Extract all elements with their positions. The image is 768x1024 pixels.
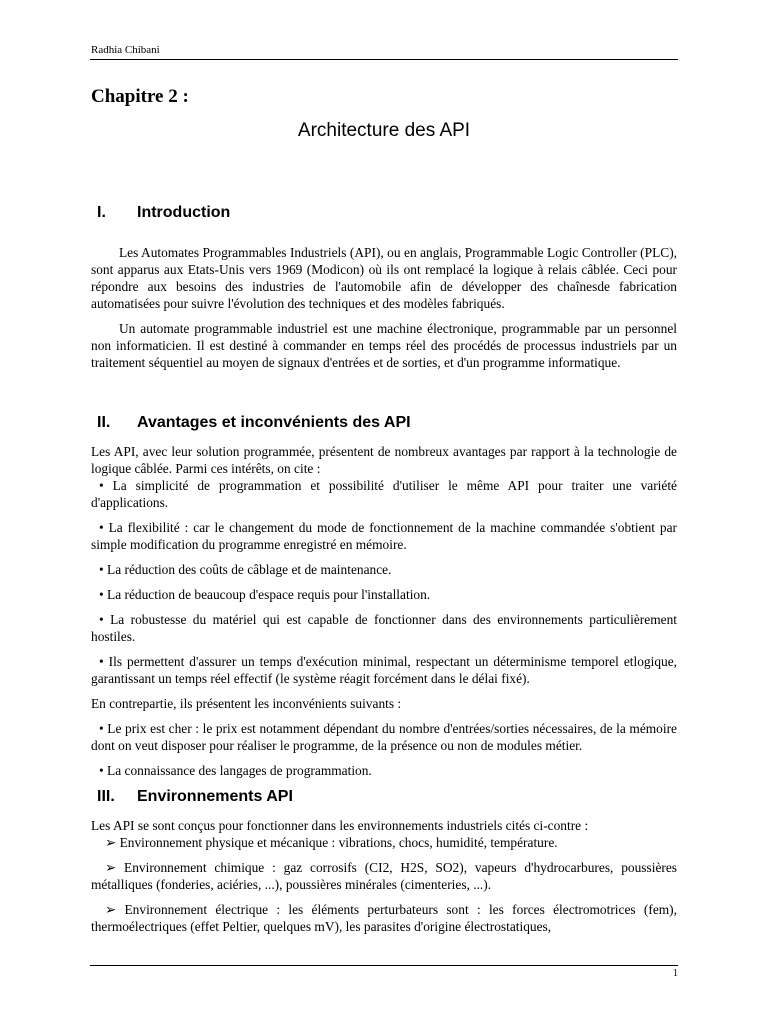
paragraph: Les API se sont conçus pour fonctionner dans les environnements industriels cités ci-contre :	[91, 818, 589, 833]
introduction-body	[91, 244, 677, 379]
list-item: ➢ Environnement chimique : gaz corrosifs (CI2, H2S, SO2), vapeurs d'hydrocarbures, poussières métalliques (fonderies, aciéries, ...), poussières minérales (cimenteries, ...).	[91, 860, 677, 892]
chapter-heading: Chapitre 2 :	[91, 86, 189, 107]
list-item: • La connaissance des langages de programmation.	[99, 763, 372, 778]
paragraph: Les API, avec leur solution programmée, présentent de nombreux avantages par rapport à la technologie de logique câblée. Parmi ces intérêts, on cite :	[91, 444, 677, 476]
section-title: Avantages et inconvénients des API	[137, 414, 411, 431]
page-number: 1	[673, 968, 678, 979]
footer-rule	[90, 965, 678, 966]
section-number: I.	[97, 204, 106, 221]
section-heading-avantages	[97, 414, 411, 432]
page-title: Architecture des API	[297, 120, 471, 141]
section-heading-environnements	[97, 788, 293, 806]
avantages-body	[91, 443, 677, 787]
section-heading-introduction	[97, 204, 230, 222]
list-item: • Le prix est cher : le prix est notamment dépendant du nombre d'entrées/sorties nécessaires, de la mémoire dont on veut disposer pour réaliser le programme, de la présence ou non de modules métier.	[91, 721, 677, 753]
list-item: • La flexibilité : car le changement du mode de fonctionnement de la machine commandée s'obtient par simple modification du programme enregistré en mémoire.	[91, 520, 677, 552]
environnements-body	[91, 817, 677, 943]
section-title: Environnements API	[137, 788, 293, 805]
list-item: • Ils permettent d'assurer un temps d'exécution minimal, respectant un déterminisme temporel etlogique, garantissant un temps réel effectif (le système réagit forcément dans le délai fixé).	[91, 654, 677, 686]
section-number: II.	[97, 414, 111, 431]
header-author: Radhia Chibani	[91, 44, 160, 56]
paragraph: Les Automates Programmables Industriels (API), ou en anglais, Programmable Logic Controller (PLC), sont apparus aux Etats-Unis vers 1969 (Modicon) où ils ont remplacé la logique à relais câblée. Ceci pour répondre aux besoins des industries de l'automobile afin de développer des chaînesde fabrication automatisées pour suivre l'évolution des techniques et des modèles fabriqués.	[91, 245, 677, 311]
section-number: III.	[97, 788, 115, 805]
paragraph: En contrepartie, ils présentent les inconvénients suivants :	[91, 696, 402, 711]
list-item: • La robustesse du matériel qui est capable de fonctionner dans des environnements particulièrement hostiles.	[91, 612, 677, 644]
list-item: ➢ Environnement physique et mécanique : vibrations, chocs, humidité, température.	[105, 835, 558, 850]
section-title: Introduction	[137, 204, 231, 221]
list-item: • La réduction de beaucoup d'espace requis pour l'installation.	[99, 587, 431, 602]
paragraph: Un automate programmable industriel est une machine électronique, programmable par un personnel non informaticien. Il est destiné à commander en temps réel des procédés de processus industriels par un traitement séquentiel au moyen de signaux d'entrées et de sorties, et d'un programme informatique.	[91, 321, 677, 370]
list-item: • La réduction des coûts de câblage et de maintenance.	[99, 562, 392, 577]
list-item: ➢ Environnement électrique : les éléments perturbateurs sont : les forces électromotrices (fem), thermoélectriques (effet Peltier, quelques mV), les parasites d'origine électrostatiques,	[91, 902, 677, 934]
header-rule	[90, 59, 678, 60]
list-item: • La simplicité de programmation et possibilité d'utiliser le même API pour traiter une variété d'applications.	[91, 478, 677, 510]
